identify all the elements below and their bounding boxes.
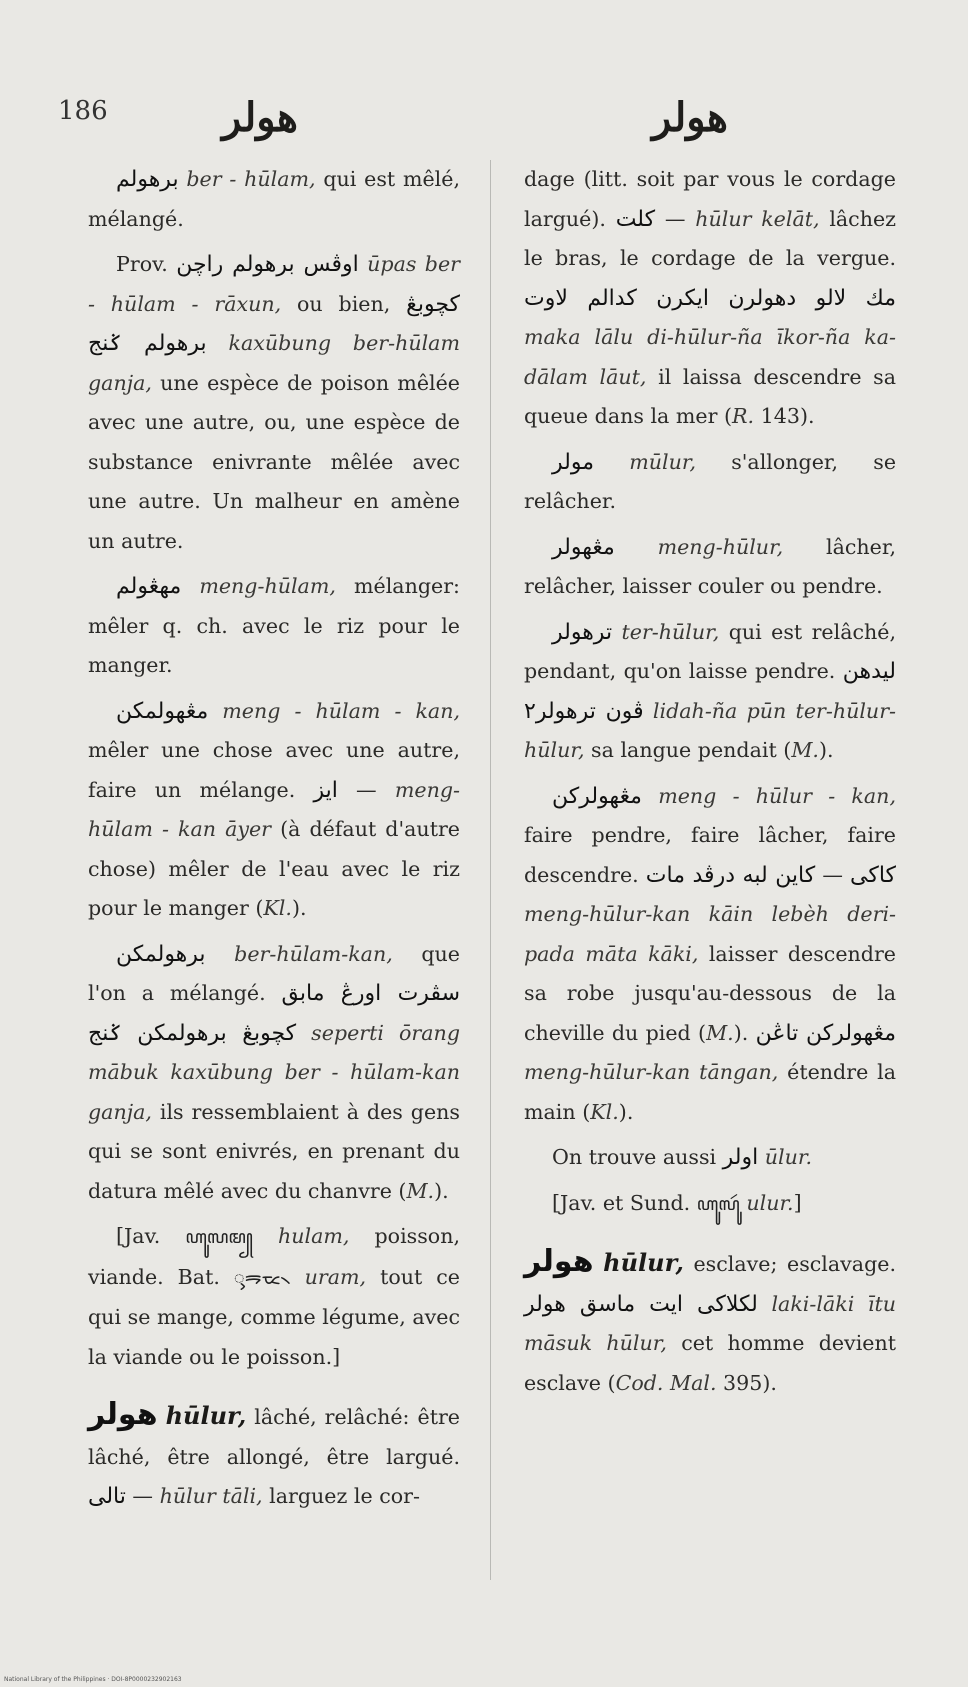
arabic-script: برهولمکن — [116, 941, 206, 967]
arabic-script: اولر — [722, 1145, 759, 1170]
text: — — [337, 777, 395, 802]
entry-meng-hulur — [524, 528, 896, 607]
scan-footer: National Library of the Philippines · DOI-8P0000232902163 — [4, 1676, 182, 1683]
transliteration: ūlur. — [764, 1145, 813, 1169]
text: laisser descendre sa robe jusqu'au-dessous de la cheville du pied ( — [524, 941, 896, 1045]
continuation-paragraph — [524, 160, 896, 437]
transliteration: ber - hūlam, — [186, 167, 316, 191]
arabic-script: کچوبڠ برهولم ݢنج — [88, 291, 460, 356]
source-ref: M. — [791, 738, 819, 762]
text: ). — [733, 1020, 756, 1045]
arabic-script: کاکی — [850, 862, 897, 888]
text: lâchez le bras, le cordage de la vergue. — [524, 206, 897, 270]
arabic-script: ترهولر — [552, 619, 613, 645]
arabic-script: مڠهولرکن — [552, 783, 642, 809]
text: On trouve aussi — [552, 1145, 723, 1169]
entry-ber-hulam — [88, 160, 460, 239]
proverb-paragraph — [88, 245, 460, 561]
text: une espèce de poison mêlée avec une autre, ou, une espèce de substance enivrante mêlée avec une autre. Un malheur en amène un autre. — [88, 370, 460, 553]
source-ref: R. — [732, 404, 755, 428]
headword: hūlur, — [603, 1248, 684, 1277]
arabic-script: ليدهن ڤون ترهولر٢ — [524, 659, 896, 724]
transliteration: meng-hūlur-kan tāngan, — [524, 1060, 779, 1084]
transliteration: meng - hūlam - kan, — [222, 698, 461, 723]
transliteration: laki-lāki ītu māsuk hūlur, — [524, 1291, 897, 1355]
arabic-script: ايز — [313, 777, 338, 803]
text: ] — [793, 1190, 802, 1215]
definition: lâché, relâché: être lâché, être allongé, être largué. — [88, 1405, 460, 1469]
running-head-left: هولر — [222, 94, 299, 141]
text: [Jav. — [116, 1224, 186, 1248]
text: étendre la main ( — [524, 1060, 897, 1124]
arabic-script: اوڤس برهولم راچن — [176, 252, 359, 277]
definition: esclave; esclavage. — [683, 1252, 896, 1276]
text: Prov. — [116, 252, 177, 276]
transliteration: meng-hūlur-kan kāin lebèh deri-pada māta kāki, — [524, 902, 896, 966]
transliteration: lidah-ña pūn ter-hūlur-hūlur, — [524, 698, 896, 762]
source-ref: Kl. — [590, 1099, 619, 1124]
transliteration: hūlur kelāt, — [695, 206, 820, 231]
right-column — [524, 160, 896, 1409]
text: sa langue pendait ( — [584, 738, 792, 762]
page-number: 186 — [58, 96, 108, 126]
transliteration: ber-hūlam-kan, — [234, 941, 393, 966]
transliteration: ūpas ber - hūlam - rāxun, — [88, 252, 460, 316]
definition: que l'on a mélangé. — [88, 941, 460, 1005]
text: larguez le cor- — [262, 1484, 420, 1508]
source-ref: Kl. — [263, 896, 292, 920]
arabic-script: مولر — [552, 449, 594, 475]
arabic-script: سڤرت اورڠ مابق — [281, 981, 460, 1006]
arabic-script: مڠهولمکن — [116, 698, 209, 724]
transliteration: ter-hūlur, — [621, 619, 720, 644]
text: cet homme devient esclave ( — [524, 1331, 897, 1395]
headword-entry-hulur — [88, 1395, 460, 1517]
arabic-script: لکلاکی ايت ماسق هولر — [524, 1291, 758, 1317]
text: dage (litt. soit par vous le cordage largué). — [524, 167, 896, 231]
text: 143). — [754, 404, 815, 428]
javanese-script: ꦲꦸꦭꦸꦂ — [696, 1193, 740, 1215]
column-divider — [490, 160, 491, 1580]
definition: mélanger: mêler q. ch. avec le riz pour le manger. — [88, 574, 460, 677]
transliteration: hulam, — [277, 1224, 350, 1248]
definition: qui est relâché, pendant, qu'on laisse pendre. — [524, 619, 896, 683]
entry-meng-hulur-kan — [524, 777, 896, 1133]
etymology-note — [88, 1217, 460, 1377]
text: ). — [291, 896, 307, 920]
source-ref: M. — [706, 1020, 734, 1045]
arabic-script: مڠهولرکن تاڠن — [755, 1020, 896, 1046]
text: [Jav. et Sund. — [552, 1190, 697, 1215]
transliteration: seperti ōrang mābuk kaxūbung ber - hūlam-kan ganja, — [88, 1020, 461, 1124]
entry-ber-hulam-kan — [88, 935, 460, 1212]
text: ). — [434, 1178, 449, 1203]
transliteration: meng - hūlur - kan, — [658, 783, 896, 808]
source-ref: Cod. Mal. — [615, 1370, 717, 1395]
definition: mêler une chose avec une autre, faire un mélange. — [88, 738, 460, 802]
entry-ter-hulur — [524, 613, 896, 771]
javanese-script: ꦲꦸꦭꦩ꧀ — [185, 1227, 253, 1248]
transliteration: ulur. — [746, 1190, 794, 1215]
headword-entry-hulur-slave — [524, 1242, 896, 1403]
text: — — [125, 1484, 160, 1508]
text: ). — [618, 1099, 634, 1124]
arabic-script: تالی — [88, 1484, 126, 1509]
batak-script: ᯮᯒᯔ᯲ — [233, 1267, 291, 1289]
variant-note — [524, 1138, 896, 1178]
arabic-script: برهولم — [116, 167, 179, 192]
definition: s'allonger, se relâcher. — [524, 449, 897, 513]
transliteration: meng-hūlam, — [199, 574, 336, 598]
text: tout ce qui se mange, comme légume, avec la viande ou le poisson.] — [88, 1264, 460, 1369]
entry-meng-hulam-kan — [88, 692, 460, 929]
text: — — [815, 862, 851, 887]
transliteration: hūlur tāli, — [159, 1484, 263, 1508]
text: — — [655, 206, 696, 231]
entry-mulur — [524, 443, 896, 522]
definition: lâcher, relâcher, laisser couler ou pendre. — [524, 534, 896, 598]
arabic-script: مهڠولم — [116, 574, 182, 599]
headword: hūlur, — [165, 1401, 247, 1430]
arabic-script: مڠهولر — [552, 534, 615, 560]
transliteration: mūlur, — [629, 449, 696, 474]
running-head-right: هولر — [652, 94, 729, 141]
definition: faire pendre, faire lâcher, faire descendre. — [524, 823, 896, 887]
arabic-script: کاين لبه درڤد مات — [645, 862, 816, 888]
left-column — [88, 160, 460, 1523]
entry-meng-hulam — [88, 567, 460, 686]
text: ils ressemblaient à des gens qui se sont enivrés, en prenant du datura mêlé avec du chanvre ( — [88, 1099, 460, 1203]
etymology-note — [524, 1184, 896, 1225]
transliteration: kaxūbung ber-hūlam ganja, — [88, 331, 460, 395]
text: ). — [818, 738, 834, 762]
definition: qui est mêlé, mélangé. — [88, 167, 460, 231]
arabic-script: مك لالو دهولرن ايکرن کدالم لاوت — [524, 285, 896, 311]
text: il laissa descendre sa queue dans la mer ( — [524, 364, 896, 428]
transliteration: meng-hūlur, — [657, 534, 784, 559]
transliteration: meng-hūlam - kan āyer — [88, 777, 460, 841]
transliteration: uram, — [304, 1264, 367, 1289]
headword-arabic: هولر — [524, 1244, 594, 1279]
text: 395). — [716, 1370, 777, 1395]
arabic-script: کچوبڠ برهولمکن ݢنج — [88, 1020, 297, 1046]
transliteration: maka lālu di-hūlur-ña īkor-ña ka-dālam lāut, — [524, 325, 896, 389]
text: ou bien, — [281, 291, 407, 316]
source-ref: M. — [406, 1178, 435, 1203]
headword-arabic: هولر — [88, 1397, 158, 1432]
text: poisson, viande. Bat. — [88, 1224, 461, 1289]
text: (à défaut d'autre chose) mêler de l'eau avec le riz pour le manger ( — [88, 817, 460, 920]
arabic-script: کلت — [615, 206, 656, 232]
